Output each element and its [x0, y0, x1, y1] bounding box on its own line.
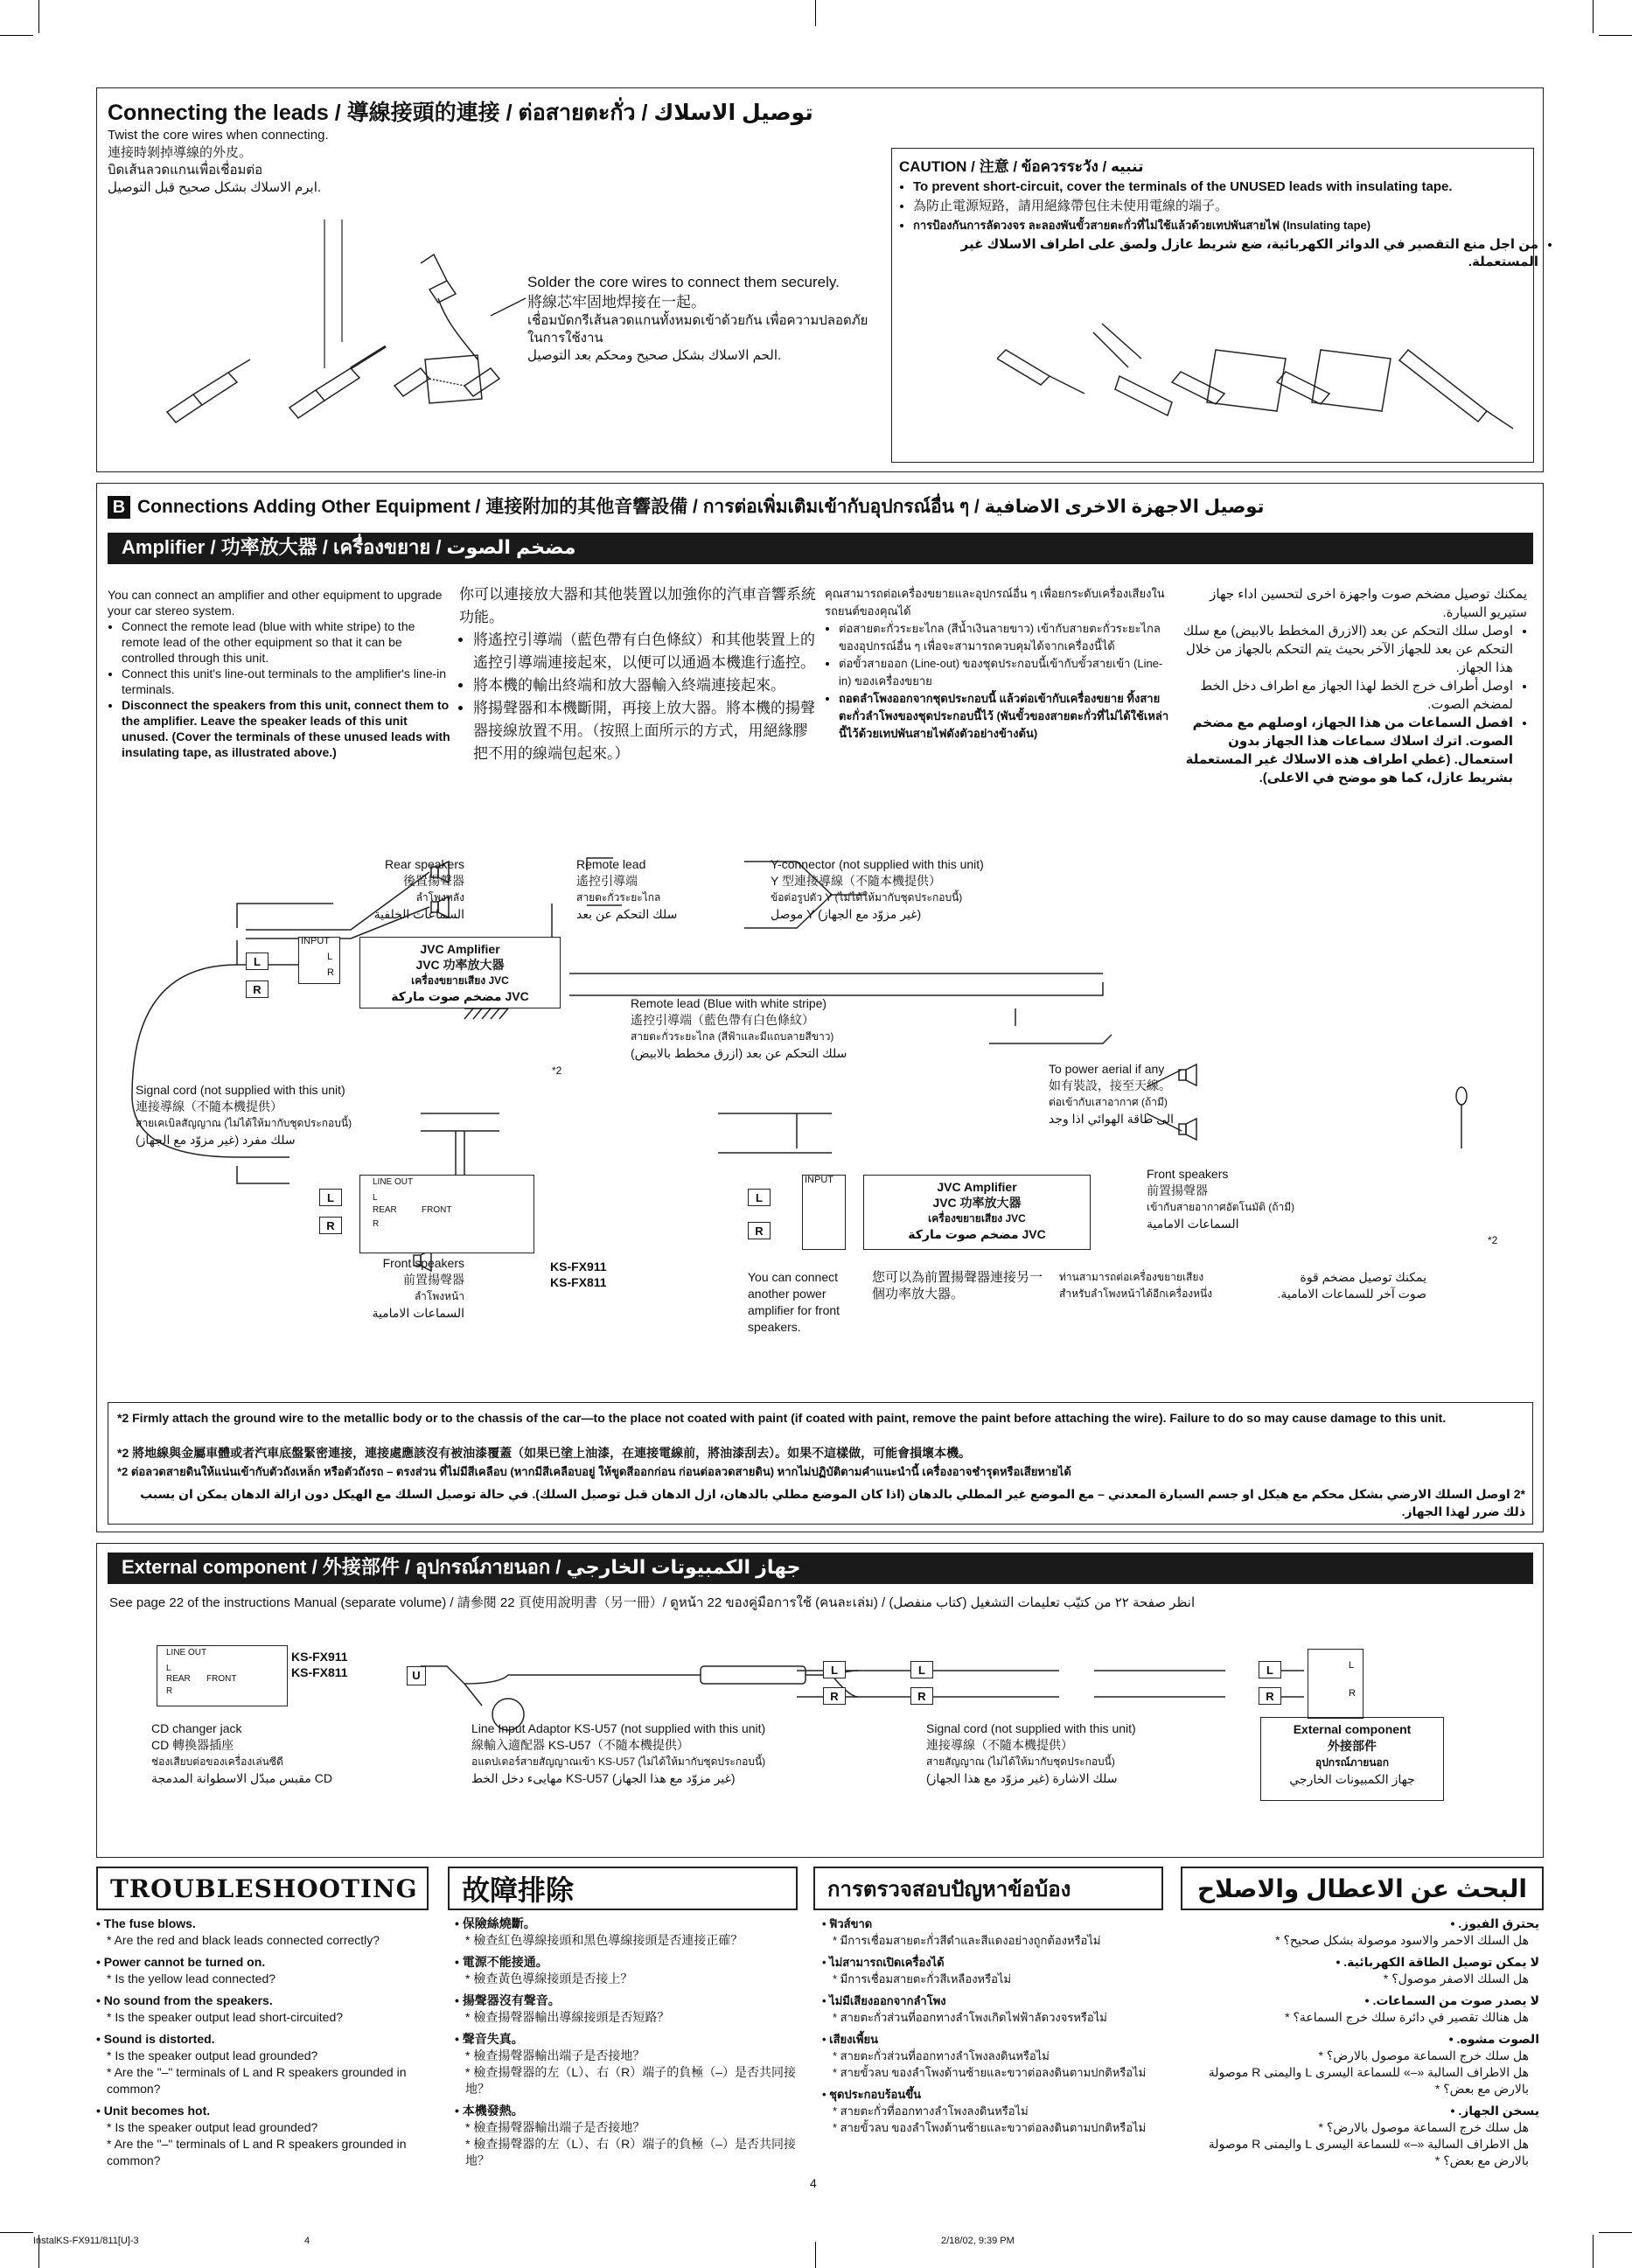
troubleshooting-en [96, 1916, 442, 2169]
front-speakers-right-label: Front speakers 前置揚聲器 เข้ากับสายอากาศอัตโนมัติ (ถ้ามี) السماعات الامامية [1147, 1167, 1295, 1231]
ground-mark-2: *2 [1488, 1234, 1498, 1246]
unit-line-out-block: LINE OUT L REAR FRONT R [359, 1175, 534, 1253]
amp1-plug-r: R [246, 980, 269, 998]
amp-text-zh: 你可以連接放大器和其他裝置以加強你的汽車音響系統功能。 • 將遙控引導端（藍色帶有白色條紋）和其他裝置上的遙控引導端連接起來，以便可以通過本機進行遙控。 • 將本機的輸出終端和放大器輸入終端連接起來。 • 將揚聲器和本機斷開，再接上放大器。將本機的揚聲器接線放置不用。（按照上面所示的方式，用絕緣膠把不用的線端包起來。） [459, 583, 818, 765]
ts-answer: * Are the "–" terminals of L and R speakers grounded in common? [107, 2065, 407, 2096]
crop-mark [38, 0, 39, 33]
unit-line-out-ext: LINE OUT L REAR FRONT R [157, 1645, 288, 1706]
ts-question: • 聲音失真。 [455, 2032, 524, 2046]
registration-mark [815, 2242, 816, 2268]
ts-question: • 揚聲器沒有聲音。 [455, 1993, 561, 2007]
ts-answer: * 檢查揚聲器輸出端子是否接地？ [465, 2048, 645, 2062]
ts-answer: * สายขั้วลบ ของลำโพงด้านซ้ายและขวาต่อลงดินตามปกติหรือไม่ [833, 2121, 1147, 2134]
external-component-box: External component 外接部件 อุปกรณ์ภายนอก جهاز الكمبيونات الخارجي [1260, 1717, 1444, 1801]
ts-answer: * 檢查揚聲器輸出導線接頭是否短路？ [465, 2010, 670, 2024]
crop-mark [1593, 0, 1594, 33]
footer-date: 2/18/02, 9:39 PM [941, 2236, 1015, 2246]
page-number: 4 [810, 2176, 817, 2190]
ts-question: • 保險絲燒斷。 [455, 1916, 536, 1930]
ts-answer: * 檢查紅色導線接頭和黑色導線接頭是否連接正確？ [465, 1933, 743, 1947]
amp2-plug-r: R [748, 1222, 771, 1239]
crop-mark [0, 35, 33, 36]
ts-question: لا يمكن توصيل الطاقة الكهربائية. • [1336, 1955, 1539, 1969]
ts-answer: * มีการเชื่อมสายตะกั่วสีเหลืองหรือไม่ [833, 1972, 1012, 1985]
amp2-plug-l: L [748, 1189, 771, 1206]
connecting-leads-title: Connecting the leads / 導線接頭的連接 / ต่อสายตะกั่ว / توصيل الاسلاك [108, 101, 813, 125]
ts-answer: هل سلك خرج السماعة موصول بالارض؟ * [1318, 2048, 1529, 2062]
amplifier-bar: Amplifier / 功率放大器 / เครื่องขยาย / مضخم الصوت [108, 533, 1533, 564]
amp-text-en: You can connect an amplifier and other equipment to upgrade your car stereo system. • Connect the remote lead (blue with white stripe) to the remote lead of the other equipment so that it can be controlled through this unit. • Connect this unit's line-out terminals to the amplifier's line-in terminals. • Disconnect the speakers from this unit, connect them to the amplifier. Leave the speaker leads of this unit unused. (Cover the terminals of these unused leads with insulating tape, as illustrated above.) [108, 587, 453, 760]
line-input-adaptor-label: Line Input Adaptor KS-U57 (not supplied with this unit) 線輸入適配器 KS-U57（不隨本機提供） อแดปเตอร์สายสัญญาณเข้า KS-U57 (ไม่ได้ให้มากับชุดประกอบนี้) مهايىء دخل الخط KS-U57 (غير مزوّد مع هذا الجهاز) [471, 1721, 766, 1785]
footer-file: InstalKS-FX911/811[U]-3 [33, 2236, 139, 2246]
ts-question: لا يصدر صوت من السماعات. • [1364, 1993, 1539, 2007]
ground-notes-box [108, 1402, 1533, 1525]
troubleshooting-zh [455, 1916, 813, 2169]
ext-model-label: KS-FX911 KS-FX811 [291, 1650, 348, 1679]
caution-item: • การป้องกันการลัดวงจร ละลองพันขั้วสายตะกั่วที่ไม่ใช้แล้วด้วยเทปพันสายไฟ (Insulating tape) [913, 217, 1538, 234]
ts-answer: هل السلك الاصفر موصول؟ * [1383, 1971, 1529, 1985]
signal-cord-label: Signal cord (not supplied with this unit) 連接導線（不隨本機提供） สายเคเบิลสัญญาณ (ไม่ได้ให้มากับชุดประกอบนี้) سلك مفرد (غير مزوّد مع الجهاز) [136, 1083, 352, 1147]
caution-title: CAUTION / 注意 / ข้อควรระวัง / تنبيه [899, 158, 1144, 175]
remote-lead-blue-label: Remote lead (Blue with white stripe) 遙控引導端（藍色帶有白色條紋） สายตะกั่วระยะไกล (สีฟ้าและมีแถบลายสีขาว) سلك التحكم عن بعد (ازرق مخطط بالابيض) [631, 996, 847, 1060]
ts-answer: * สายขั้วลบ ของลำโพงด้านซ้ายและขวาต่อลงดินตามปกติหรือไม่ [833, 2066, 1147, 2079]
connecting-leads-section [96, 87, 1544, 472]
note-en: *2 Firmly attach the ground wire to the metallic body or to the chassis of the car—to the place not coated with paint (if coated with paint, remove the paint before attaching the wire). Failure to do so may cause damage to this unit. [117, 1411, 1447, 1425]
ts-answer: * Is the yellow lead connected? [107, 1971, 276, 1985]
model-label: KS-FX911 KS-FX811 [550, 1260, 607, 1289]
ts-question: • ไม่มีเสียงออกจากลำโพง [822, 1994, 946, 2007]
ts-question: يحترق الفيوز. • [1450, 1916, 1539, 1930]
registration-mark [815, 0, 816, 26]
external-component-section [96, 1543, 1544, 1858]
crop-mark [1599, 2232, 1632, 2233]
ts-answer: هل سلك خرج السماعة موصول بالارض؟ * [1318, 2120, 1529, 2134]
remote-lead-label: Remote lead 遙控引導端 สายตะกั่วระยะไกล سلك التحكم عن بعد [576, 857, 678, 921]
solder-instructions: Solder the core wires to connect them securely. 將線芯牢固地焊接在一起。 เชื่อมบัดกรีเส้นลวดแกนทั้งหมดเข้าด้วยกัน เพื่อความปลอดภัย ในการใช้งาน .الحم الاسلاك بشكل صحيح ومحكم بعد التوصيل [527, 274, 868, 363]
ts-question: • No sound from the speakers. [96, 1993, 273, 2007]
external-bar: External component / 外接部件 / อุปกรณ์ภายนอก / جهاز الكمبيوتات الخارجي [108, 1553, 1533, 1584]
another-amp-th: ท่านสามารถต่อเครื่องขยายเสียงสำหรับลำโพงหน้าได้อีกเครื่องหนึ่ง [1059, 1271, 1213, 1300]
troubleshooting-ar [1181, 1916, 1539, 2169]
ts-question: • Power cannot be turned on. [96, 1955, 266, 1969]
ground-mark-1: *2 [552, 1064, 562, 1077]
ts-answer: * 檢查揚聲器的左（L）、右（R）端子的負極（–）是否共同接地？ [465, 2137, 797, 2167]
caution-item: • To prevent short-circuit, cover the terminals of the UNUSED leads with insulating tape. [913, 178, 1538, 196]
connections-section [96, 483, 1544, 1532]
section-b-header [108, 492, 1264, 521]
amp2-input-jack: INPUT [802, 1175, 846, 1250]
ts-question: • ไม่สามารถเปิดเครื่องได้ [822, 1956, 945, 1969]
ts-question: • Sound is distorted. [96, 2032, 215, 2046]
caution-list [899, 178, 1538, 271]
another-amp-ar: يمكنك توصيل مضخم قوة صوت آخر للسماعات الامامية. [1277, 1270, 1426, 1301]
ts-answer: هل السلك الاحمر والاسود موصولة بشكل صحيح؟ * [1275, 1933, 1529, 1947]
ts-answer: * สายตะกั่วส่วนที่ออกทางลำโพงลงดินหรือไม่ [833, 2049, 1050, 2062]
caution-item: • من اجل منع التقصير في الدوائر الكهربائية، ضع شريط عازل ولصق على اطراف الاسلاك غير المستعملة. [913, 236, 1538, 271]
ts-question: • ฟิวส์ขาด [822, 1917, 873, 1930]
crop-mark [1593, 2235, 1594, 2268]
ts-answer: هل الاطراف السالبة «–» للسماعة اليسرى L واليمنى R موصولة بالارض مع بعض؟ * [1208, 2065, 1529, 2096]
ts-answer: * มีการเชื่อมสายตะกั่วสีดำและสีแดงอย่างถูกต้องหรือไม่ [833, 1934, 1101, 1947]
troubleshooting-title-th: การตรวจสอบปัญหาข้อบ้อง [813, 1867, 1163, 1910]
ts-answer: * 檢查揚聲器輸出端子是否接地？ [465, 2120, 645, 2134]
jvc-amplifier-2: JVC Amplifier JVC 功率放大器 เครื่องขยายเสียง JVC مضخم صوت ماركة JVC [863, 1175, 1091, 1250]
another-amp-zh: 您可以為前置揚聲器連接另一個功率放大器。 [872, 1270, 1043, 1301]
troubleshooting-title-zh: 故障排除 [448, 1867, 798, 1910]
ts-answer: هل هنالك تقصير في دائرة سلك خرج السماعة؟ * [1285, 2010, 1529, 2024]
section-letter-badge: B [108, 496, 130, 519]
crop-mark [0, 2232, 33, 2233]
crop-mark [1599, 35, 1632, 36]
cd-changer-label: CD changer jack CD 轉換器插座 ช่องเสียบต่อของเครื่องเล่นซีดี مقبس مبدّل الاسطوانة المدمجة CD [151, 1721, 332, 1785]
see-page-note: See page 22 of the instructions Manual (separate volume) / 請參閱 22 頁使用說明書（另一冊）/ ดูหน้า 22 ของคู่มือการใช้ (คนละเล่ม) / انظر صفحة ٢٢ من كتيّب تعليمات التشغيل (كتاب منفصل) [109, 1595, 1196, 1610]
ts-question: الصوت مشوه. • [1448, 2032, 1539, 2046]
signal-plug-l2: L [1259, 1661, 1281, 1678]
troubleshooting-th [822, 1916, 1172, 2136]
ts-answer: * 檢查黃色導線接頭是否接上？ [465, 1971, 633, 1985]
lineout-plug-r: R [319, 1217, 342, 1234]
ts-answer: * สายตะกั่วส่วนที่ออกทางลำโพงเกิดไฟฟ้าลัดวงจรหรือไม่ [833, 2011, 1107, 2024]
signal-plug-r: R [910, 1687, 933, 1705]
ts-answer: * Is the speaker output lead short-circuited? [107, 2010, 344, 2024]
amp-text-th: คุณสามารถต่อเครื่องขยายและอุปกรณ์อื่น ๆ เพื่อยกระดับเครื่องเสียงในรถยนต์ของคุณได้ • ต่อสายตะกั่วระยะไกล (สีน้ำเงินลายขาว) เข้ากับสายตะกั่วระยะไกลของอุปกรณ์อื่น ๆ เพื่อจะสามารถควบคุมได้จากเครื่องนี้ได้ • ต่อขั้วสายออก (Line-out) ของชุดประกอบนี้เข้ากับขั้วสายเข้า (Line-in) ของเครื่องขยาย • ถอดลำโพงออกจากชุดประกอบนี้ แล้วต่อเข้ากับเครื่องขยาย ทิ้งสายตะกั่วลำโพงของชุดประกอบนี้ไว้ (พันขั้วของสายตะกั่วที่ไม่ได้ใช้เหล่านี้ไว้ด้วยเทปพันสายไฟดังตัวอย่างข้างต้น) [825, 585, 1170, 743]
lineout-plug-l: L [319, 1189, 342, 1206]
signal-plug-l: L [910, 1661, 933, 1678]
ts-answer: هل الاطراف السالبة «–» للسماعة اليسرى L واليمنى R موصولة بالارض مع بعض؟ * [1208, 2137, 1529, 2167]
ts-question: يسخن الجهاز. • [1450, 2104, 1539, 2118]
signal-plug-r2: R [1259, 1687, 1281, 1705]
front-speakers-left-label: Front speakers 前置揚聲器 ลำโพงหน้า السماعات الامامية [372, 1256, 464, 1320]
y-connector-label: Y-connector (not supplied with this unit) Y 型連接導線（不隨本機提供） ข้อต่อรูปตัว Y (ไม่ได้ให้มากับชุดประกอบนี้) موصل Y (غير مزوّد مع الجهاز) [771, 857, 984, 921]
ts-answer: * สายตะกั่วที่ออกทางลำโพงลงดินหรือไม่ [833, 2104, 1029, 2118]
ts-question: • เสียงเพี้ยน [822, 2033, 879, 2046]
ts-answer: * 檢查揚聲器的左（L）、右（R）端子的負極（–）是否共同接地？ [465, 2065, 797, 2096]
caution-box [891, 148, 1538, 463]
tape-illustration [997, 297, 1522, 455]
amp1-input-jack: INPUT L R [298, 937, 340, 984]
ts-question: • 本機發熱。 [455, 2104, 524, 2118]
ts-question: • Unit becomes hot. [96, 2104, 211, 2118]
troubleshooting-title-ar: البحث عن الاعطال والاصلاح [1181, 1867, 1544, 1910]
note-ar: *2 اوصل السلك الارضي بشكل محكم مع هيكل او جسم السيارة المعدني – مع الموضع غير المطلي بالدهان (اذا كان الموضع مطلي بالدهان، ازل الدهان قبل توصيل السلك). في حالة توصيل السلك مع الهيكل دون ازالة الدهان يمكن ان يسبب ذلك ضرر لهذا الجهاز. [140, 1487, 1525, 1518]
ts-answer: * Are the "–" terminals of L and R speakers grounded in common? [107, 2137, 407, 2167]
section-b-title: Connections Adding Other Equipment / 連接附加的其他音響設備 / การต่อเพิ่มเติมเข้ากับอุปกรณ์อื่น ๆ / توصيل الاجهزة الاخرى الاضافية [137, 497, 1265, 517]
caution-item: • 為防止電源短路，請用絕緣帶包住未使用電線的端子。 [913, 198, 1538, 215]
jvc-amplifier-1: JVC Amplifier JVC 功率放大器 เครื่องขยายเสียง JVC مضخم صوت ماركة JVC [359, 937, 561, 1008]
ts-answer: * Is the speaker output lead grounded? [107, 2120, 318, 2134]
cd-changer-u-jack: U [407, 1666, 426, 1685]
ts-question: • The fuse blows. [96, 1916, 196, 1930]
twist-instructions: Twist the core wires when connecting. 連接時剝掉導線的外皮。 บิดเส้นลวดแกนเพื่อเชื่อมต่อ .ابرم الاسلاك بشكل صحيح قبل التوصيل [108, 128, 329, 195]
ext-signal-cord-label: Signal cord (not supplied with this unit) 連接導線（不隨本機提供） สายสัญญาณ (ไม่ได้ให้มากับชุดประกอบนี้) سلك الاشارة (غير مزوّد مع هذا الجهاز) [926, 1721, 1136, 1785]
note-th: *2 ต่อลวดสายดินให้แน่นเข้ากับตัวถังเหล็ก หรือตัวถังรถ – ตรงส่วน ที่ไม่มีสีเคลือบ (หากมีสีเคลือบอยู่ ให้ขูดสีออกก่อน ก่อนต่อลวดสายดิน) หากไม่ปฏิบัติตามคำแนะนำนี้ เครื่องอาจชำรุดหรือเสียหายได้ [117, 1465, 1071, 1478]
adaptor-plug-l: L [823, 1661, 846, 1678]
external-jack-block: L R [1308, 1649, 1363, 1719]
troubleshooting-title-en: TROUBLESHOOTING [96, 1867, 429, 1910]
another-amp-en: You can connect another power amplifier for front speakers. [748, 1270, 840, 1334]
ts-answer: * Is the speaker output lead grounded? [107, 2048, 318, 2062]
footer-page: 4 [304, 2236, 310, 2246]
adaptor-plug-r: R [823, 1687, 846, 1705]
note-zh: *2 將地線與金屬車體或者汽車底盤緊密連接，連接處應該沒有被油漆覆蓋（如果已塗上油漆，在連接電線前，將油漆刮去）。如果不這樣做，可能會損壞本機。 [117, 1446, 972, 1460]
ts-question: • ชุดประกอบร้อนขึ้น [822, 2088, 922, 2101]
rear-speakers-label: Rear speakers 後置揚聲器 ลำโพงหลัง السماعات الخلفية [373, 857, 464, 921]
amp-text-ar: يمكنك توصيل مضخم صوت واجهزة اخرى لتحسين اداء جهاز ستيريو السيارة. • اوصل سلك التحكم عن بعد (الازرق المخطط بالابيض) مع سلك التحكم عن بعد للجهاز الآخر بحيث يتم التحكم بالجهاز من خلال هذا الجهاز. • اوصل أطراف خرج الخط لهذا الجهاز مع اطراف دخل الخط لمضخم الصوت. • افصل السماعات من هذا الجهاز، اوصلهم مع مضخم الصوت. اترك اسلاك سماعات هذا الجهاز بدون استعمال. (غطي اطراف هذه الاسلاك غير المستعملة بشريط عازل، كما هو موضح في الاعلى). [1177, 585, 1527, 787]
power-aerial-label: To power aerial if any 如有裝設，接至天線。 ต่อเข้ากับเสาอากาศ (ถ้ามี) الى طاقة الهوائي اذا وجد [1049, 1062, 1175, 1126]
ts-question: • 電源不能接通。 [455, 1955, 548, 1969]
ts-answer: * Are the red and black leads connected correctly? [107, 1933, 380, 1947]
amp1-plug-l: L [246, 953, 269, 970]
